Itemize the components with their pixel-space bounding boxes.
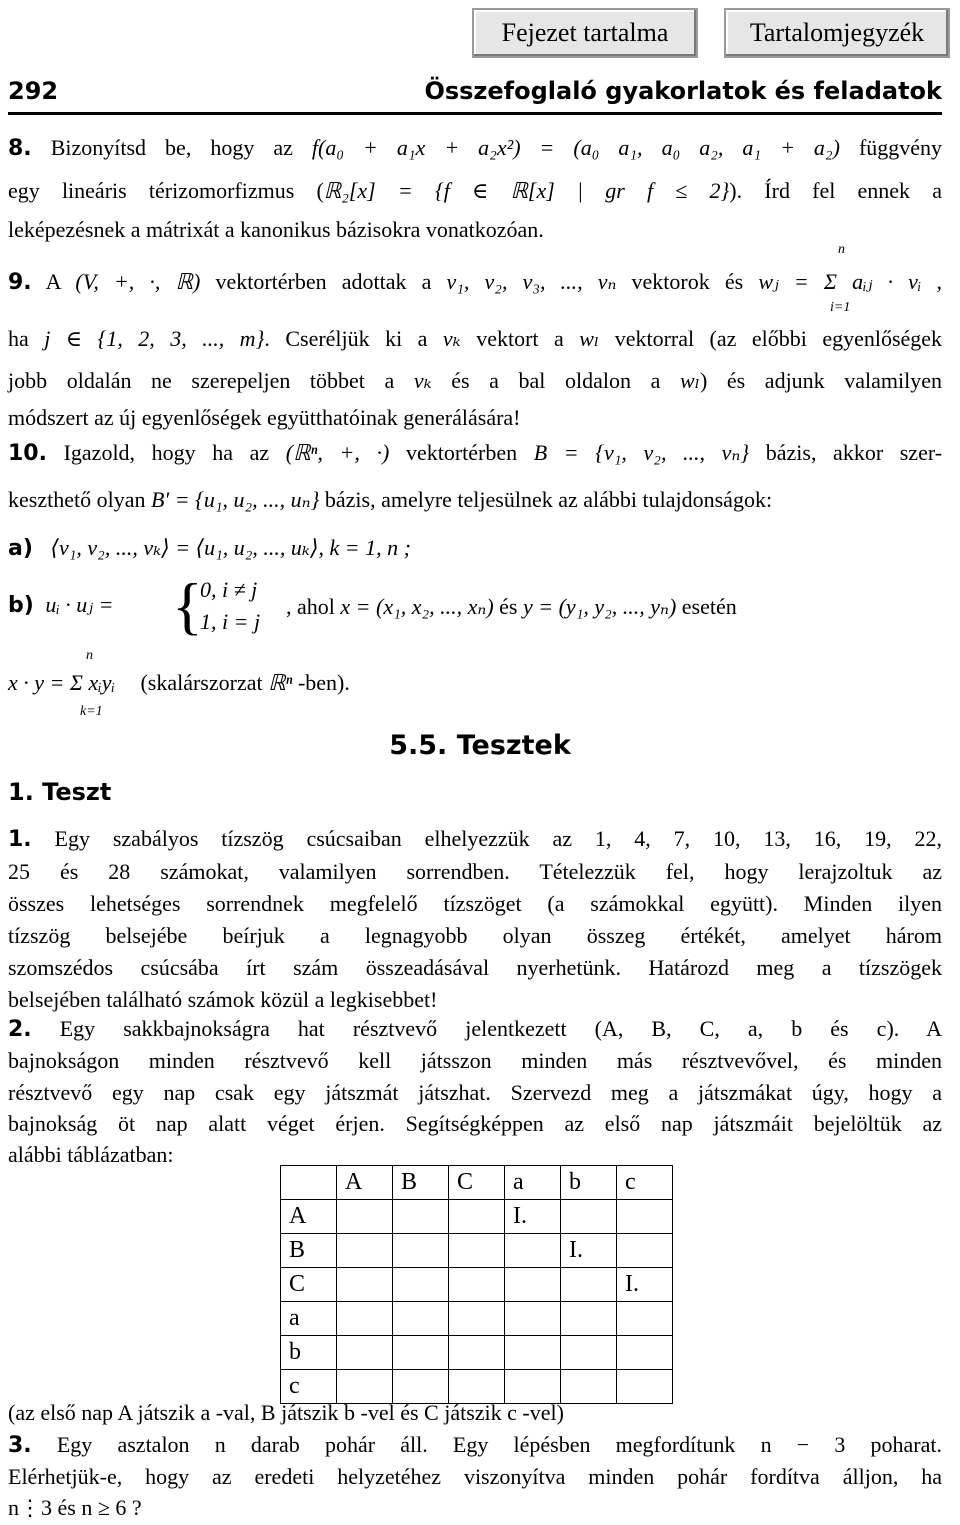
table-cell bbox=[617, 1302, 673, 1336]
table-cell bbox=[281, 1166, 337, 1200]
test2-line-1: 2. Egy sakkbajnokságra hat résztvevő jelentkezett (A, B, C, a, b és c). A bbox=[8, 1016, 943, 1042]
table-cell bbox=[393, 1234, 449, 1268]
case-2: 1, i = j bbox=[200, 609, 261, 634]
table-row bbox=[281, 1302, 673, 1336]
dot-product-definition: x · y = Σ xᵢyᵢ (skalárszorzat ℝⁿ -ben). bbox=[8, 670, 350, 695]
table-cell: b bbox=[281, 1336, 337, 1370]
dot-sum-lower: k=1 bbox=[80, 704, 103, 719]
table-cell bbox=[449, 1200, 505, 1234]
table-cell: A bbox=[337, 1166, 393, 1200]
table-cell: a bbox=[505, 1166, 561, 1200]
table-cell bbox=[449, 1268, 505, 1302]
running-header bbox=[8, 72, 942, 110]
table-row bbox=[281, 1234, 673, 1268]
table-cell bbox=[393, 1336, 449, 1370]
table-of-contents-button[interactable]: Tartalomjegyzék bbox=[724, 8, 950, 58]
test1-line-2: 25 és 28 számokat, valamilyen sorrendben. Tételezzük fel, hogy lerajzoltuk az bbox=[8, 859, 942, 884]
table-cell: I. bbox=[561, 1234, 617, 1268]
test1-line-4: tízszög belsejébe beírjuk a legnagyobb olyan összeg értékét, amelyet három bbox=[8, 923, 942, 948]
table-cell: A bbox=[281, 1200, 337, 1234]
table-cell bbox=[393, 1302, 449, 1336]
table-cell bbox=[393, 1200, 449, 1234]
table-cell bbox=[561, 1336, 617, 1370]
test2-line-5: alábbi táblázatban: bbox=[8, 1142, 174, 1167]
problem-9-line-1: 9. A (V, +, ·, ℝ) vektortérben adottak a v₁, v₂, v₃, ..., vₙ vektorok és wⱼ = Σ aᵢⱼ · vᵢ , bbox=[8, 269, 943, 295]
table-cell bbox=[561, 1200, 617, 1234]
table-cell bbox=[337, 1200, 393, 1234]
test1-line-1: 1. Egy szabályos tízszög csúcsaiban elhelyezzük az 1, 4, 7, 10, 13, 16, 19, 22, bbox=[8, 826, 943, 852]
table-cell: c bbox=[617, 1166, 673, 1200]
table-cell: a bbox=[281, 1302, 337, 1336]
problem-9-line-3: jobb oldalán ne szerepeljen többet a vₖ és a bal oldalon a wₗ) és adjunk valamilyen bbox=[8, 368, 943, 393]
table-header-row bbox=[281, 1166, 673, 1200]
table-cell: b bbox=[561, 1166, 617, 1200]
problem-9-line-4: módszert az új egyenlőségek együtthatóinak generálására! bbox=[8, 405, 521, 430]
page-number: 292 bbox=[8, 77, 59, 105]
table-cell bbox=[337, 1268, 393, 1302]
test1-line-3: összes lehetséges sorrendnek megfelelő tízszöget (a számokkal együtt). Minden ilyen bbox=[8, 891, 942, 916]
test-label: 1. Teszt bbox=[8, 778, 112, 806]
table-cell: B bbox=[393, 1166, 449, 1200]
section-heading: 5.5. Tesztek bbox=[389, 730, 571, 761]
header-rule bbox=[8, 112, 942, 115]
test3-line-2: Elérhetjük-e, hogy az eredeti helyzetéhez viszonyítva minden pohár fordítva álljon, ha bbox=[8, 1464, 942, 1489]
table-cell bbox=[505, 1302, 561, 1336]
table-cell bbox=[337, 1336, 393, 1370]
table-cell bbox=[449, 1336, 505, 1370]
test2-line-4: bajnokság öt nap alatt véget érjen. Segítségképpen az első nap játszmáit bejelöltük az bbox=[8, 1111, 942, 1136]
problem-10-line-1: 10. Igazold, hogy ha az (ℝⁿ, +, ·) vektortérben B = {v₁, v₂, ..., vₙ} bázis, akkor szer- bbox=[8, 440, 943, 466]
table-cell bbox=[337, 1302, 393, 1336]
table-cell: I. bbox=[505, 1200, 561, 1234]
chapter-contents-button[interactable]: Fejezet tartalma bbox=[472, 8, 698, 58]
test1-line-5: szomszédos csúcsába írt szám összeadásával nyerhetünk. Határozd meg a tízszögek bbox=[8, 955, 942, 980]
w-sum-formula: wⱼ = Σ aᵢⱼ · vᵢ , bbox=[758, 269, 943, 294]
test3-line-1: 3. Egy asztalon n darab pohár áll. Egy lépésben megfordítunk n − 3 poharat. bbox=[8, 1432, 942, 1458]
problem-8-line-2: egy lineáris térizomorfizmus (ℝ₂[x] = {f ∈ ℝ[x] | gr f ≤ 2}). Írd fel ennek a bbox=[8, 178, 942, 203]
table-cell bbox=[505, 1234, 561, 1268]
table-row bbox=[281, 1336, 673, 1370]
property-b: b) uᵢ · uⱼ = bbox=[8, 592, 114, 618]
sum-upper-limit: n bbox=[838, 242, 845, 257]
table-cell bbox=[449, 1302, 505, 1336]
table-cell bbox=[561, 1302, 617, 1336]
table-cell: C bbox=[449, 1166, 505, 1200]
table-cell bbox=[617, 1200, 673, 1234]
problem-8-line-3: leképezésnek a mátrixát a kanonikus bázisokra vonatkozóan. bbox=[8, 217, 544, 242]
table-cell bbox=[393, 1268, 449, 1302]
problem-9-line-2: ha j ∈ {1, 2, 3, ..., m}. Cseréljük ki a vₖ vektort a wₗ vektorral (az előbbi egyenlőségek bbox=[8, 326, 943, 351]
table-cell bbox=[505, 1336, 561, 1370]
test1-line-6: belsejében található számok közül a legkisebbet! bbox=[8, 987, 438, 1012]
sum-lower-limit: i=1 bbox=[830, 300, 851, 315]
test3-line-3: n⋮3 és n ≥ 6 ? bbox=[8, 1495, 142, 1520]
table-cell bbox=[337, 1234, 393, 1268]
test2-note: (az első nap A játszik a -val, B játszik b -vel és C játszik c -vel) bbox=[8, 1400, 564, 1425]
chapter-title: Összefoglaló gyakorlatok és feladatok bbox=[424, 77, 942, 105]
test2-line-3: résztvevő egy nap csak egy játszmát játszhat. Szervezd meg a játszmákat úgy, hogy a bbox=[8, 1080, 942, 1105]
schedule-table bbox=[280, 1165, 673, 1404]
table-cell bbox=[617, 1234, 673, 1268]
property-a: a) ⟨v₁, v₂, ..., vₖ⟩ = ⟨u₁, u₂, ..., uₖ⟩, k = 1, n ; bbox=[8, 535, 411, 561]
problem-10-line-2: keszthető olyan B′ = {u₁, u₂, ..., uₙ} bázis, amelyre teljesülnek az alábbi tulajdonságok: bbox=[8, 487, 773, 512]
cases-brace: { bbox=[172, 570, 203, 641]
table-cell: C bbox=[281, 1268, 337, 1302]
table-cell: I. bbox=[617, 1268, 673, 1302]
table-cell bbox=[561, 1268, 617, 1302]
dot-sum-upper: n bbox=[86, 648, 93, 663]
table-cell: c bbox=[281, 1370, 337, 1404]
table-row bbox=[281, 1200, 673, 1234]
table-cell bbox=[449, 1234, 505, 1268]
table-row bbox=[281, 1268, 673, 1302]
test2-line-2: bajnokságon minden résztvevő kell játsszon minden más résztvevővel, és minden bbox=[8, 1048, 942, 1073]
table-cell bbox=[505, 1268, 561, 1302]
case-1: 0, i ≠ j bbox=[200, 577, 258, 602]
table-cell bbox=[617, 1336, 673, 1370]
table-cell: B bbox=[281, 1234, 337, 1268]
problem-8-line-1: 8. Bizonyítsd be, hogy az f(a₀ + a₁x + a₂x²) = (a₀ a₁, a₀ a₂, a₁ + a₂) függvény bbox=[8, 135, 943, 161]
property-b-rest: , ahol x = (x₁, x₂, ..., xₙ) és y = (y₁, y₂, ..., yₙ) esetén bbox=[286, 594, 737, 619]
